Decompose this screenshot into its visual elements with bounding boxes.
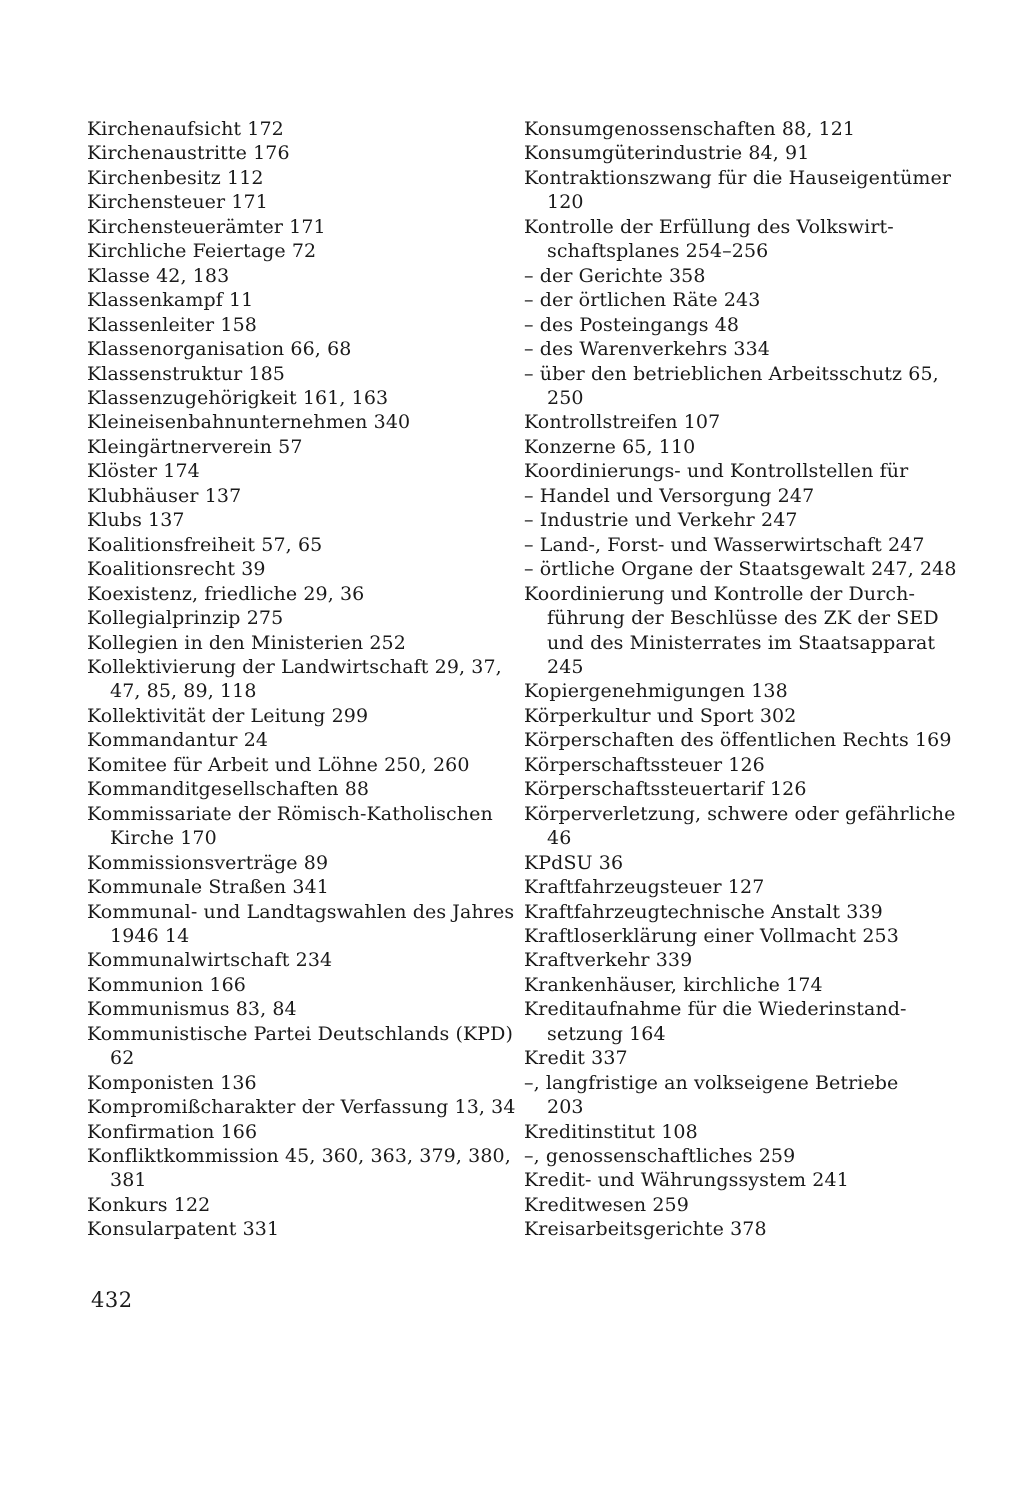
index-entry: 47, 85, 89, 118 <box>110 680 257 703</box>
index-entry: Klöster 174 <box>87 460 200 483</box>
index-entry: –, langfristige an volkseigene Betriebe <box>524 1071 899 1094</box>
index-entry: Kirche 170 <box>110 827 217 850</box>
page-number: 432 <box>91 1288 133 1312</box>
index-entry: Kraftverkehr 339 <box>524 949 693 972</box>
index-entry: Kommissariate der Römisch-Katholischen <box>87 802 493 825</box>
index-entry: Kirchenbesitz 112 <box>87 166 264 189</box>
index-entry: Kleineisenbahnunternehmen 340 <box>87 411 411 434</box>
index-entry: Kraftloserklärung einer Vollmacht 253 <box>524 924 899 947</box>
index-column-right <box>524 117 957 1242</box>
index-entry: Kreditinstitut 108 <box>524 1120 698 1143</box>
index-entry: – der Gerichte 358 <box>524 264 706 287</box>
index-entry: Kommunismus 83, 84 <box>87 998 297 1021</box>
index-entry: Kredit- und Währungssystem 241 <box>524 1169 849 1192</box>
index-entry: 250 <box>547 386 584 409</box>
index-entry: Klassenorganisation 66, 68 <box>87 338 352 361</box>
index-entry: 120 <box>547 191 584 214</box>
index-entry: und des Ministerrates im Staatsapparat <box>547 631 936 654</box>
index-entry: Konfirmation 166 <box>87 1120 258 1143</box>
index-entry: Konzerne 65, 110 <box>524 435 696 458</box>
index-entry: Kollegialprinzip 275 <box>87 607 284 630</box>
index-entry: – Handel und Versorgung 247 <box>524 484 815 507</box>
index-entry: KPdSU 36 <box>524 851 624 874</box>
index-entry: Konsumgenossenschaften 88, 121 <box>524 118 856 140</box>
index-entry: Kontrolle der Erfüllung des Volkswirt- <box>524 215 894 238</box>
index-entry: Klassenkampf 11 <box>87 289 254 312</box>
index-entry: Kraftfahrzeugtechnische Anstalt 339 <box>524 900 883 923</box>
index-entry: Konsularpatent 331 <box>87 1218 280 1241</box>
index-entry: Kreditwesen 259 <box>524 1193 689 1216</box>
index-entry: Kompromißcharakter der Verfassung 13, 34 <box>87 1096 516 1119</box>
index-entry: Kirchenaustritte 176 <box>87 142 290 165</box>
index-entry: – des Warenverkehrs 334 <box>524 338 770 361</box>
index-entry: Klubs 137 <box>87 509 185 532</box>
index-entry: Komitee für Arbeit und Löhne 250, 260 <box>87 753 470 776</box>
index-entry: Kirchenaufsicht 172 <box>87 118 284 140</box>
index-entry: – der örtlichen Räte 243 <box>524 289 761 312</box>
index-entry: – des Posteingangs 48 <box>524 313 740 336</box>
index-entry: Konfliktkommission 45, 360, 363, 379, 380, <box>87 1145 511 1168</box>
index-entry: Kirchliche Feiertage 72 <box>87 240 317 263</box>
index-entry: 245 <box>547 655 584 678</box>
index-entry: Kontrollstreifen 107 <box>524 411 721 434</box>
index-entry: 62 <box>110 1047 135 1070</box>
index-entry: Koordinierungs- und Kontrollstellen für <box>524 460 909 483</box>
index-entry: schaftsplanes 254–256 <box>547 240 769 263</box>
index-entry: Kommunistische Partei Deutschlands (KPD) <box>87 1022 514 1045</box>
index-entry: – örtliche Organe der Staatsgewalt 247, 248 <box>524 558 957 581</box>
index-entry: Kredit 337 <box>524 1047 628 1070</box>
index-entry: Klubhäuser 137 <box>87 484 242 507</box>
index-entry: Kontraktionszwang für die Hauseigentümer <box>524 166 952 189</box>
index-entry: Kollektivität der Leitung 299 <box>87 704 369 727</box>
index-entry: Körperschaftssteuertarif 126 <box>524 778 807 801</box>
index-entry: Kreisarbeitsgerichte 378 <box>524 1218 767 1241</box>
index-entry: Kommandantur 24 <box>87 729 269 752</box>
index-entry: Konkurs 122 <box>87 1193 211 1216</box>
index-entry: 381 <box>110 1169 147 1192</box>
index-column-left <box>87 117 516 1242</box>
index-entry: Körperkultur und Sport 302 <box>524 704 797 727</box>
index-entry: Kommunal- und Landtagswahlen des Jahres <box>87 900 515 923</box>
index-entry: – Industrie und Verkehr 247 <box>524 509 798 532</box>
index-entry: Klasse 42, 183 <box>87 264 230 287</box>
index-entry: Krankenhäuser, kirchliche 174 <box>524 973 823 996</box>
index-entry: Kirchensteuerämter 171 <box>87 215 326 238</box>
index-entry: setzung 164 <box>547 1022 666 1045</box>
index-entry: Kraftfahrzeugsteuer 127 <box>524 876 765 899</box>
index-entry: Kommissionsverträge 89 <box>87 851 329 874</box>
index-entry: 46 <box>547 827 572 850</box>
index-entry: Kollegien in den Ministerien 252 <box>87 631 406 654</box>
index-entry: Kollektivierung der Landwirtschaft 29, 37, <box>87 655 502 678</box>
index-entry: Koalitionsfreiheit 57, 65 <box>87 533 323 556</box>
index-entry: Komponisten 136 <box>87 1071 257 1094</box>
index-entry: Körperverletzung, schwere oder gefährliche <box>524 802 956 825</box>
index-entry: Koordinierung und Kontrolle der Durch- <box>524 582 916 605</box>
index-entry: Konsumgüterindustrie 84, 91 <box>524 142 810 165</box>
index-entry: Kommunale Straßen 341 <box>87 876 329 899</box>
index-entry: Kommanditgesellschaften 88 <box>87 778 370 801</box>
index-entry: Kleingärtnerverein 57 <box>87 435 303 458</box>
index-entry: –, genossenschaftliches 259 <box>524 1145 796 1168</box>
index-entry: Körperschaftssteuer 126 <box>524 753 765 776</box>
index-entry: 203 <box>547 1096 584 1119</box>
index-entry: Kommunion 166 <box>87 973 246 996</box>
index-entry: 1946 14 <box>110 924 190 947</box>
index-entry: Koalitionsrecht 39 <box>87 558 266 581</box>
index-entry: Koexistenz, friedliche 29, 36 <box>87 582 365 605</box>
index-entry: Kreditaufnahme für die Wiederinstand- <box>524 998 907 1021</box>
index-entry: Körperschaften des öffentlichen Rechts 169 <box>524 729 952 752</box>
index-entry: – Land-, Forst- und Wasserwirtschaft 247 <box>524 533 925 556</box>
index-entry: Kirchensteuer 171 <box>87 191 268 214</box>
index-entry: – über den betrieblichen Arbeitsschutz 65, <box>524 362 939 385</box>
index-entry: Klassenstruktur 185 <box>87 362 285 385</box>
index-entry: Kopiergenehmigungen 138 <box>524 680 788 703</box>
index-entry: führung der Beschlüsse des ZK der SED <box>547 607 939 630</box>
index-entry: Klassenzugehörigkeit 161, 163 <box>87 386 389 409</box>
index-entry: Klassenleiter 158 <box>87 313 257 336</box>
index-entry: Kommunalwirtschaft 234 <box>87 949 333 972</box>
